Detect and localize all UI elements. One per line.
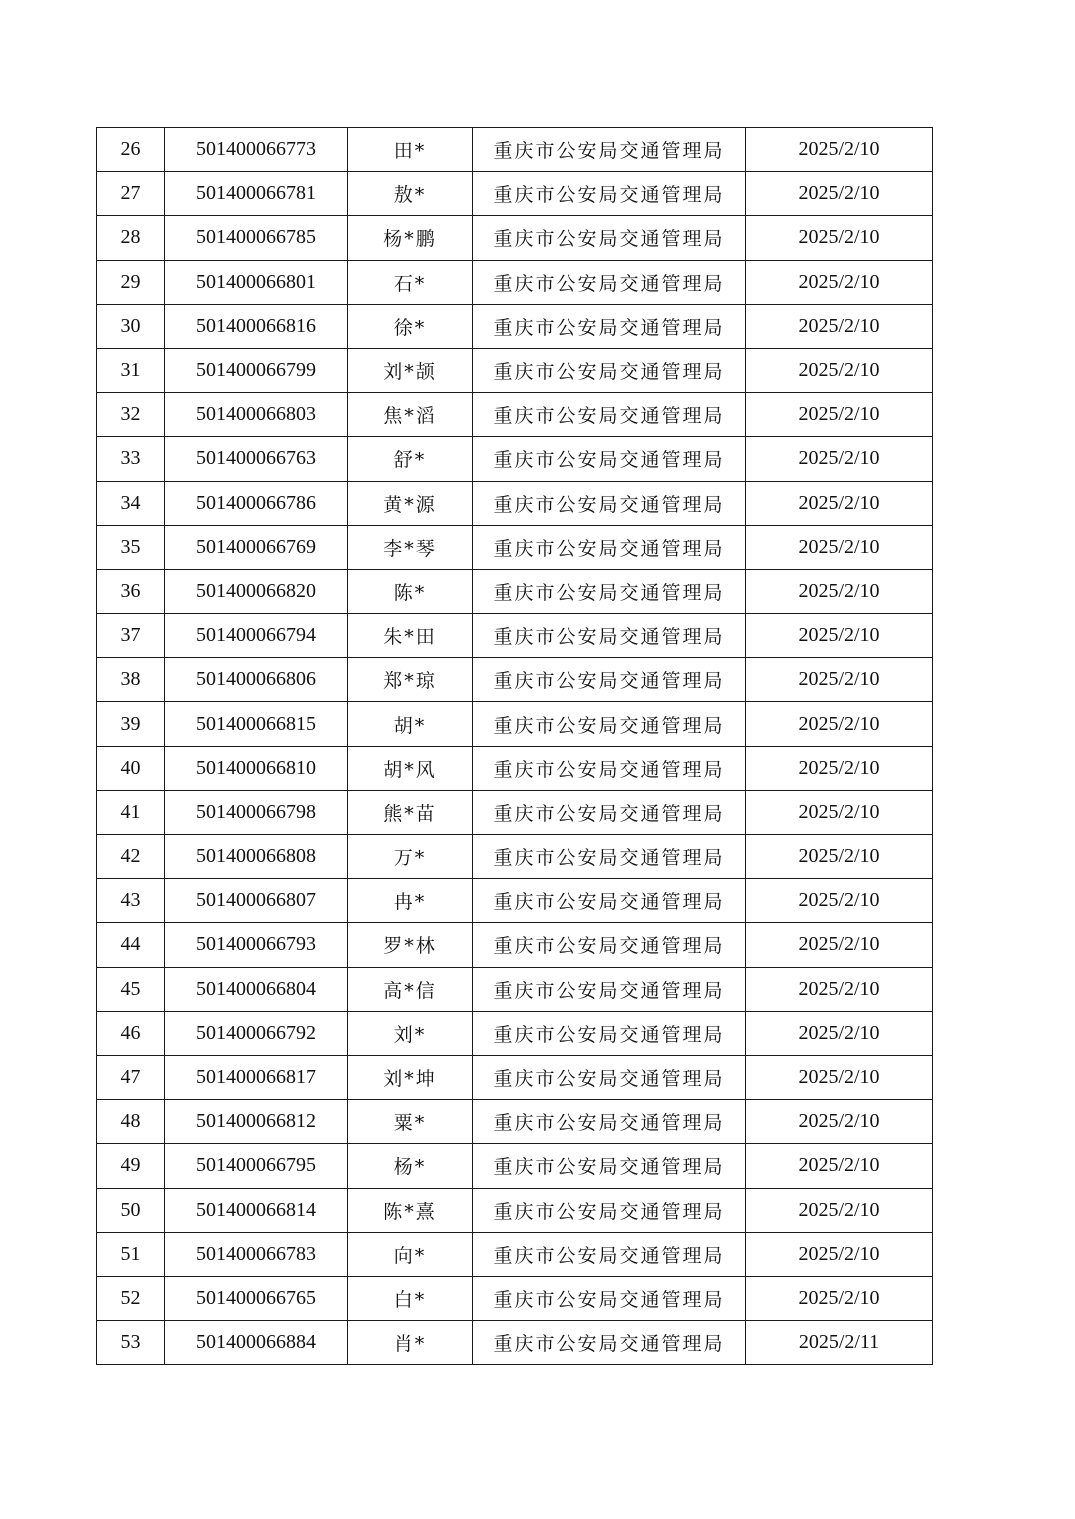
record-id-cell: 501400066806 <box>165 658 348 702</box>
date-cell: 2025/2/10 <box>746 1232 933 1276</box>
record-id-cell: 501400066816 <box>165 304 348 348</box>
date-cell: 2025/2/10 <box>746 658 933 702</box>
row-number-cell: 29 <box>97 260 165 304</box>
date-cell: 2025/2/10 <box>746 216 933 260</box>
date-cell: 2025/2/11 <box>746 1321 933 1365</box>
department-cell: 重庆市公安局交通管理局 <box>473 702 746 746</box>
department-cell: 重庆市公安局交通管理局 <box>473 835 746 879</box>
record-id-cell: 501400066820 <box>165 569 348 613</box>
row-number-cell: 34 <box>97 481 165 525</box>
date-cell: 2025/2/10 <box>746 1011 933 1055</box>
record-id-cell: 501400066793 <box>165 923 348 967</box>
department-cell: 重庆市公安局交通管理局 <box>473 1144 746 1188</box>
row-number-cell: 36 <box>97 569 165 613</box>
record-id-cell: 501400066763 <box>165 437 348 481</box>
date-cell: 2025/2/10 <box>746 348 933 392</box>
person-name-cell: 熊*苗 <box>348 790 473 834</box>
row-number-cell: 48 <box>97 1100 165 1144</box>
date-cell: 2025/2/10 <box>746 923 933 967</box>
table-row <box>97 437 933 481</box>
date-cell: 2025/2/10 <box>746 790 933 834</box>
person-name-cell: 石* <box>348 260 473 304</box>
table-row <box>97 879 933 923</box>
record-id-cell: 501400066812 <box>165 1100 348 1144</box>
table-row <box>97 1100 933 1144</box>
date-cell: 2025/2/10 <box>746 1276 933 1320</box>
department-cell: 重庆市公安局交通管理局 <box>473 614 746 658</box>
table-row <box>97 304 933 348</box>
row-number-cell: 38 <box>97 658 165 702</box>
table-row <box>97 1188 933 1232</box>
table-row <box>97 172 933 216</box>
date-cell: 2025/2/10 <box>746 304 933 348</box>
record-id-cell: 501400066807 <box>165 879 348 923</box>
row-number-cell: 39 <box>97 702 165 746</box>
row-number-cell: 31 <box>97 348 165 392</box>
row-number-cell: 40 <box>97 746 165 790</box>
row-number-cell: 52 <box>97 1276 165 1320</box>
record-id-cell: 501400066803 <box>165 393 348 437</box>
department-cell: 重庆市公安局交通管理局 <box>473 1011 746 1055</box>
person-name-cell: 胡*风 <box>348 746 473 790</box>
table-row <box>97 746 933 790</box>
date-cell: 2025/2/10 <box>746 172 933 216</box>
department-cell: 重庆市公安局交通管理局 <box>473 1321 746 1365</box>
record-id-cell: 501400066794 <box>165 614 348 658</box>
table-row <box>97 614 933 658</box>
table-row <box>97 525 933 569</box>
person-name-cell: 刘*颉 <box>348 348 473 392</box>
department-cell: 重庆市公安局交通管理局 <box>473 1100 746 1144</box>
table-row <box>97 1276 933 1320</box>
table-row <box>97 1232 933 1276</box>
row-number-cell: 49 <box>97 1144 165 1188</box>
row-number-cell: 30 <box>97 304 165 348</box>
person-name-cell: 万* <box>348 835 473 879</box>
row-number-cell: 35 <box>97 525 165 569</box>
person-name-cell: 李*琴 <box>348 525 473 569</box>
record-id-cell: 501400066799 <box>165 348 348 392</box>
department-cell: 重庆市公安局交通管理局 <box>473 658 746 702</box>
date-cell: 2025/2/10 <box>746 835 933 879</box>
date-cell: 2025/2/10 <box>746 128 933 172</box>
row-number-cell: 46 <box>97 1011 165 1055</box>
record-id-cell: 501400066810 <box>165 746 348 790</box>
person-name-cell: 罗*林 <box>348 923 473 967</box>
person-name-cell: 肖* <box>348 1321 473 1365</box>
department-cell: 重庆市公安局交通管理局 <box>473 879 746 923</box>
record-id-cell: 501400066804 <box>165 967 348 1011</box>
table-row <box>97 702 933 746</box>
date-cell: 2025/2/10 <box>746 967 933 1011</box>
date-cell: 2025/2/10 <box>746 393 933 437</box>
record-id-cell: 501400066815 <box>165 702 348 746</box>
row-number-cell: 32 <box>97 393 165 437</box>
record-id-cell: 501400066783 <box>165 1232 348 1276</box>
department-cell: 重庆市公安局交通管理局 <box>473 746 746 790</box>
department-cell: 重庆市公安局交通管理局 <box>473 1276 746 1320</box>
date-cell: 2025/2/10 <box>746 481 933 525</box>
person-name-cell: 冉* <box>348 879 473 923</box>
row-number-cell: 27 <box>97 172 165 216</box>
person-name-cell: 郑*琼 <box>348 658 473 702</box>
date-cell: 2025/2/10 <box>746 525 933 569</box>
table-row <box>97 569 933 613</box>
person-name-cell: 胡* <box>348 702 473 746</box>
department-cell: 重庆市公安局交通管理局 <box>473 1055 746 1099</box>
records-table-body <box>97 128 933 1365</box>
table-row <box>97 1321 933 1365</box>
date-cell: 2025/2/10 <box>746 702 933 746</box>
record-id-cell: 501400066769 <box>165 525 348 569</box>
record-id-cell: 501400066765 <box>165 1276 348 1320</box>
person-name-cell: 陈*熹 <box>348 1188 473 1232</box>
department-cell: 重庆市公安局交通管理局 <box>473 393 746 437</box>
table-row <box>97 481 933 525</box>
department-cell: 重庆市公安局交通管理局 <box>473 569 746 613</box>
row-number-cell: 51 <box>97 1232 165 1276</box>
person-name-cell: 敖* <box>348 172 473 216</box>
table-row <box>97 260 933 304</box>
person-name-cell: 徐* <box>348 304 473 348</box>
department-cell: 重庆市公安局交通管理局 <box>473 1188 746 1232</box>
table-row <box>97 216 933 260</box>
date-cell: 2025/2/10 <box>746 1055 933 1099</box>
record-id-cell: 501400066817 <box>165 1055 348 1099</box>
record-id-cell: 501400066773 <box>165 128 348 172</box>
record-id-cell: 501400066786 <box>165 481 348 525</box>
person-name-cell: 刘* <box>348 1011 473 1055</box>
department-cell: 重庆市公安局交通管理局 <box>473 304 746 348</box>
record-id-cell: 501400066795 <box>165 1144 348 1188</box>
row-number-cell: 26 <box>97 128 165 172</box>
table-row <box>97 967 933 1011</box>
department-cell: 重庆市公安局交通管理局 <box>473 525 746 569</box>
person-name-cell: 杨* <box>348 1144 473 1188</box>
row-number-cell: 43 <box>97 879 165 923</box>
department-cell: 重庆市公安局交通管理局 <box>473 216 746 260</box>
department-cell: 重庆市公安局交通管理局 <box>473 481 746 525</box>
record-id-cell: 501400066801 <box>165 260 348 304</box>
department-cell: 重庆市公安局交通管理局 <box>473 260 746 304</box>
person-name-cell: 粟* <box>348 1100 473 1144</box>
record-id-cell: 501400066808 <box>165 835 348 879</box>
table-row <box>97 658 933 702</box>
record-id-cell: 501400066884 <box>165 1321 348 1365</box>
person-name-cell: 白* <box>348 1276 473 1320</box>
date-cell: 2025/2/10 <box>746 260 933 304</box>
department-cell: 重庆市公安局交通管理局 <box>473 437 746 481</box>
person-name-cell: 杨*鹏 <box>348 216 473 260</box>
person-name-cell: 黄*源 <box>348 481 473 525</box>
person-name-cell: 向* <box>348 1232 473 1276</box>
table-row <box>97 1011 933 1055</box>
record-id-cell: 501400066781 <box>165 172 348 216</box>
record-id-cell: 501400066792 <box>165 1011 348 1055</box>
person-name-cell: 朱*田 <box>348 614 473 658</box>
department-cell: 重庆市公安局交通管理局 <box>473 128 746 172</box>
person-name-cell: 焦*滔 <box>348 393 473 437</box>
person-name-cell: 田* <box>348 128 473 172</box>
date-cell: 2025/2/10 <box>746 879 933 923</box>
department-cell: 重庆市公安局交通管理局 <box>473 790 746 834</box>
person-name-cell: 高*信 <box>348 967 473 1011</box>
department-cell: 重庆市公安局交通管理局 <box>473 923 746 967</box>
table-row <box>97 393 933 437</box>
date-cell: 2025/2/10 <box>746 746 933 790</box>
date-cell: 2025/2/10 <box>746 437 933 481</box>
person-name-cell: 刘*坤 <box>348 1055 473 1099</box>
row-number-cell: 47 <box>97 1055 165 1099</box>
row-number-cell: 28 <box>97 216 165 260</box>
row-number-cell: 37 <box>97 614 165 658</box>
table-row <box>97 128 933 172</box>
row-number-cell: 42 <box>97 835 165 879</box>
department-cell: 重庆市公安局交通管理局 <box>473 348 746 392</box>
table-row <box>97 923 933 967</box>
records-table <box>96 127 933 1365</box>
row-number-cell: 33 <box>97 437 165 481</box>
record-id-cell: 501400066798 <box>165 790 348 834</box>
row-number-cell: 41 <box>97 790 165 834</box>
person-name-cell: 舒* <box>348 437 473 481</box>
department-cell: 重庆市公安局交通管理局 <box>473 172 746 216</box>
row-number-cell: 45 <box>97 967 165 1011</box>
person-name-cell: 陈* <box>348 569 473 613</box>
row-number-cell: 53 <box>97 1321 165 1365</box>
date-cell: 2025/2/10 <box>746 614 933 658</box>
record-id-cell: 501400066814 <box>165 1188 348 1232</box>
row-number-cell: 44 <box>97 923 165 967</box>
department-cell: 重庆市公安局交通管理局 <box>473 967 746 1011</box>
date-cell: 2025/2/10 <box>746 1144 933 1188</box>
department-cell: 重庆市公安局交通管理局 <box>473 1232 746 1276</box>
date-cell: 2025/2/10 <box>746 1100 933 1144</box>
row-number-cell: 50 <box>97 1188 165 1232</box>
table-row <box>97 1055 933 1099</box>
date-cell: 2025/2/10 <box>746 569 933 613</box>
table-row <box>97 348 933 392</box>
date-cell: 2025/2/10 <box>746 1188 933 1232</box>
table-row <box>97 790 933 834</box>
table-row <box>97 835 933 879</box>
table-row <box>97 1144 933 1188</box>
record-id-cell: 501400066785 <box>165 216 348 260</box>
